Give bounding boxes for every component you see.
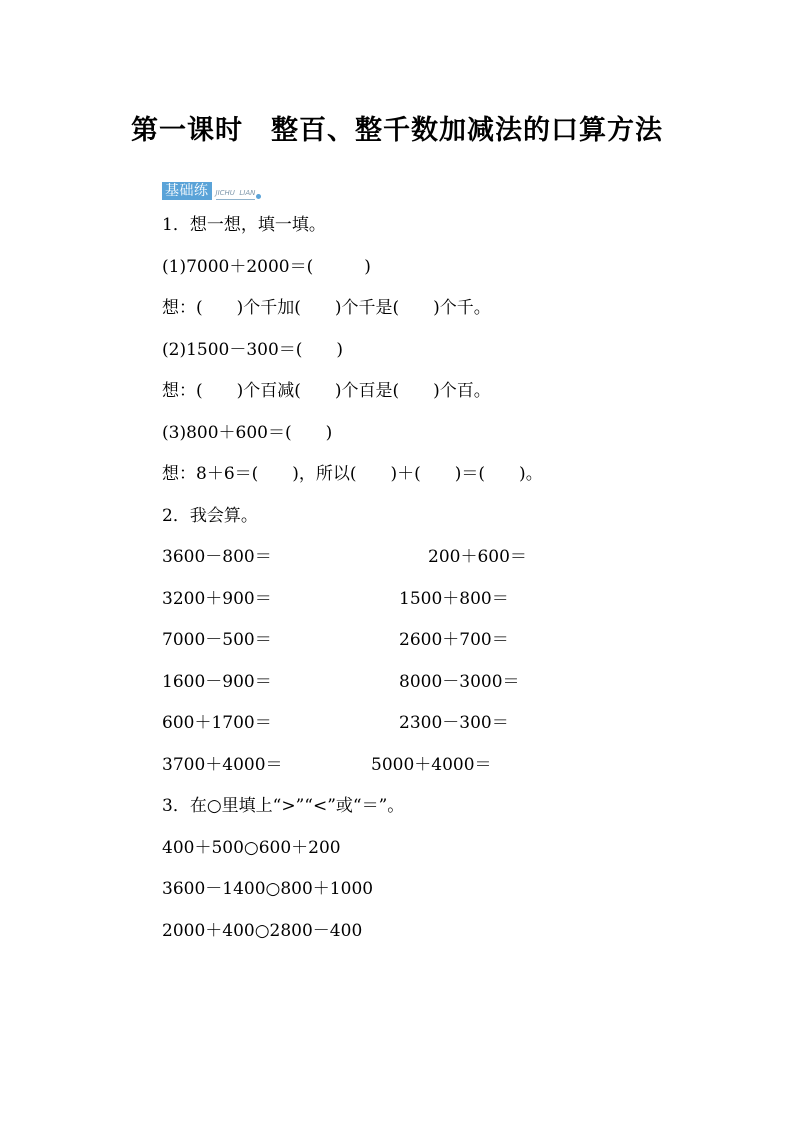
q1-part1-think: 想：( )个千加( )个千是( )个千。 (162, 298, 491, 318)
q2-row-3-right: 2600＋700＝ (399, 630, 509, 650)
q2-row-1-right: 200＋600＝ (428, 547, 527, 567)
section-badge (162, 180, 261, 200)
q2-heading: 2．我会算。 (162, 506, 258, 526)
q1-heading: 1．想一想，填一填。 (162, 215, 326, 235)
section-label: 基础练 (162, 182, 212, 200)
q1-part3-think: 想：8＋6＝( )，所以( )＋( )＝( )。 (162, 464, 543, 484)
q2-row-5-left: 600＋1700＝ (162, 713, 272, 733)
q2-row-2-left: 3200＋900＝ (162, 589, 272, 609)
section-pinyin: JICHU LIAN (216, 188, 256, 200)
q3-item-3: 2000＋400○2800－400 (162, 921, 363, 941)
q2-row-1-left: 3600－800＝ (162, 547, 272, 567)
q3-item-1: 400＋500○600＋200 (162, 838, 341, 858)
q2-row-2-right: 1500＋800＝ (399, 589, 509, 609)
badge-dot-icon (256, 194, 261, 199)
q2-row-5-right: 2300－300＝ (399, 713, 509, 733)
q2-row-4-right: 8000－3000＝ (399, 672, 520, 692)
q2-row-6-right: 5000＋4000＝ (371, 755, 492, 775)
q2-row-3-left: 7000－500＝ (162, 630, 272, 650)
q2-row-4-left: 1600－900＝ (162, 672, 272, 692)
q3-heading: 3．在○里填上“>”“<”或“＝”。 (162, 796, 405, 816)
q2-row-6-left: 3700＋4000＝ (162, 755, 283, 775)
q1-part2-think: 想：( )个百减( )个百是( )个百。 (162, 381, 491, 401)
q1-part2: (2)1500－300＝( ) (162, 340, 344, 360)
q1-part1: (1)7000＋2000＝( ) (162, 257, 371, 277)
q3-item-2: 3600－1400○800＋1000 (162, 879, 374, 899)
q1-part3: (3)800＋600＝( ) (162, 423, 333, 443)
page-title: 第一课时 整百、整千数加减法的口算方法 (131, 115, 663, 146)
